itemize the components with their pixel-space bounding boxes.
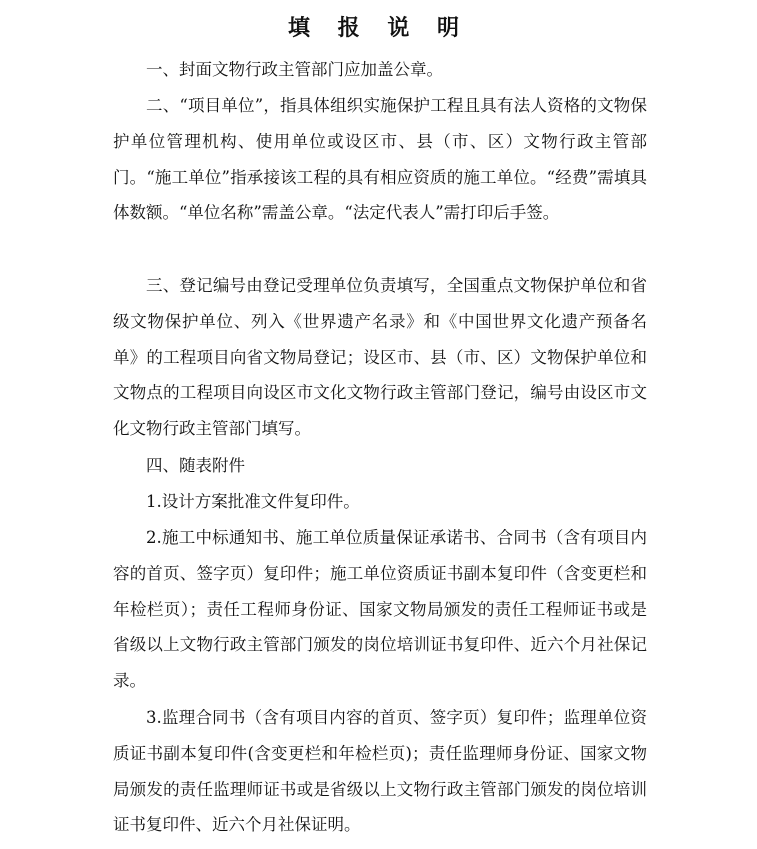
attachment-item-2: 2.施工中标通知书、施工单位质量保证承诺书、合同书（含有项目内容的首页、签字页）复印件；施工单位资质证书副本复印件（含变更栏和年检栏页）；责任工程师身份证、国家文物局颁发的责任工程师证书或是省级以上文物行政主管部门颁发的岗位培训证书复印件、近六个月社保记录。 <box>113 528 647 691</box>
page-title: 填 报 说 明 <box>288 15 469 41</box>
instruction-paragraph-2: 二、“项目单位”，指具体组织实施保护工程且具有法人资格的文物保护单位管理机构、使用单位或设区市、县（市、区）文物行政主管部门。“施工单位”指承接该工程的具有相应资质的施工单位。“经费”需填具体数额。“单位名称”需盖公章。“法定代表人”需打印后手签。 <box>113 96 647 223</box>
instruction-paragraph-4-heading: 四、随表附件 <box>146 456 245 475</box>
attachment-item-3: 3.监理合同书（含有项目内容的首页、签字页）复印件；监理单位资质证书副本复印件(含变更栏和年检栏页)；责任监理师身份证、国家文物局颁发的责任监理师证书或是省级以上文物行政主管部门颁发的岗位培训证书复印件、近六个月社保证明。 <box>113 708 647 835</box>
instruction-paragraph-1: 一、封面文物行政主管部门应加盖公章。 <box>146 60 443 79</box>
instruction-paragraph-3: 三、登记编号由登记受理单位负责填写，全国重点文物保护单位和省级文物保护单位、列入《世界遗产名录》和《中国世界文化遗产预备名单》的工程项目向省文物局登记；设区市、县（市、区）文物保护单位和文物点的工程项目向设区市文化文物行政主管部门登记，编号由设区市文化文物行政主管部门填写。 <box>113 276 647 439</box>
attachment-item-1: 1.设计方案批准文件复印件。 <box>146 492 360 511</box>
